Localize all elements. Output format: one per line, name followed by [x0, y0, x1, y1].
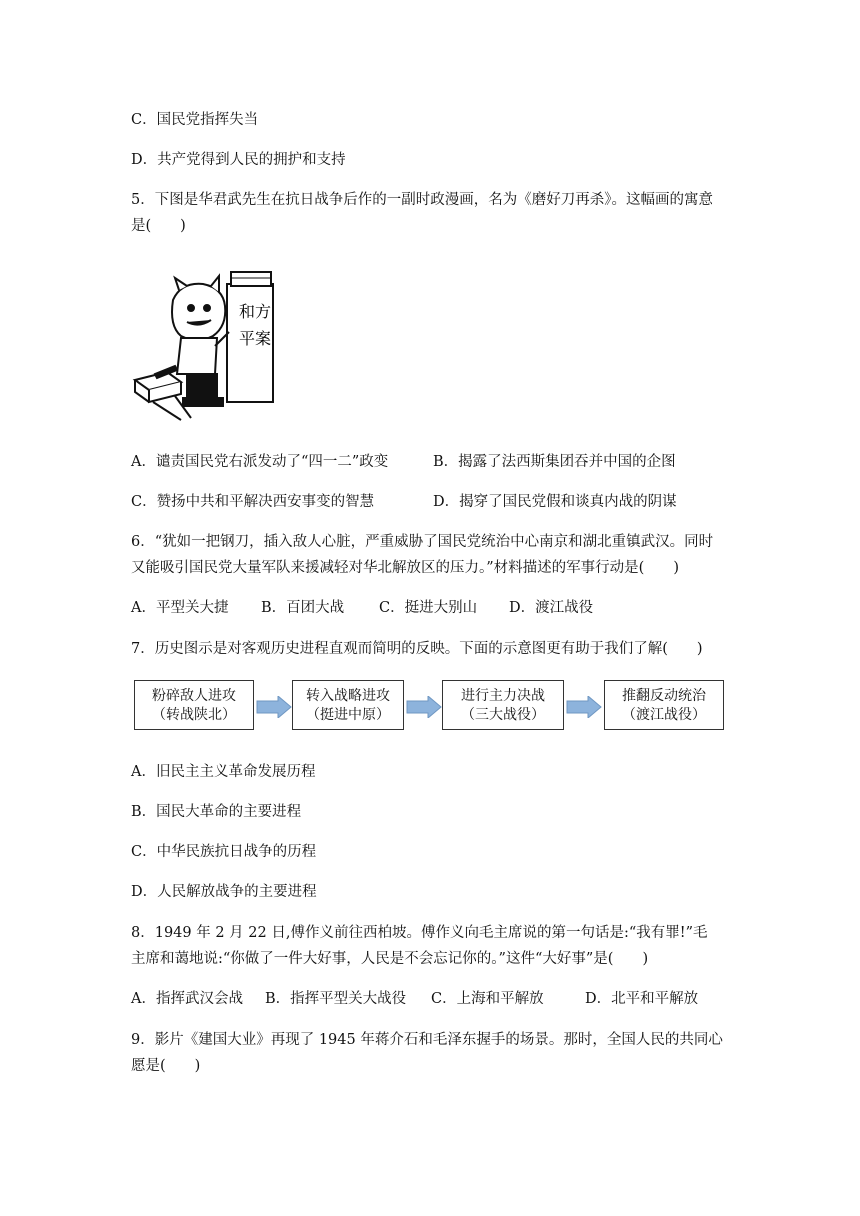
q5-option-c: C．赞扬中共和平解决西安事变的智慧: [131, 494, 375, 510]
cartoon-char-1: 和: [239, 302, 256, 321]
q5-option-a: A．谴责国民党右派发动了“四一二”政变: [131, 454, 389, 470]
q7-option-a: A．旧民主主义革命发展历程: [131, 764, 316, 780]
q8-options-row: [131, 987, 698, 1008]
q6-option-d: D．渡江战役: [509, 600, 594, 616]
q5-option-d: D．揭穿了国民党假和谈真内战的阴谋: [433, 494, 677, 510]
diagram-arrow-3: [566, 696, 602, 718]
q5-options-row1: [131, 450, 676, 471]
q7-option-b: B．国民大革命的主要进程: [131, 804, 302, 820]
q5-options-row2: [131, 490, 677, 511]
diagram-step-3: [442, 680, 564, 730]
q6-option-a: A．平型关大捷: [131, 600, 229, 616]
diagram-step-2-title: 转入战略进攻: [306, 688, 390, 704]
q8-option-a: A．指挥武汉会战: [131, 991, 243, 1007]
q8-option-c: C．上海和平解放: [431, 991, 544, 1007]
q6-option-c: C．挺进大别山: [379, 600, 478, 616]
q4-option-d: D．共产党得到人民的拥护和支持: [131, 152, 346, 168]
q4-option-c: C．国民党指挥失当: [131, 112, 259, 128]
diagram-step-1-note: （转战陕北）: [152, 707, 236, 723]
q5-stem-line2: 是( ): [131, 218, 186, 234]
q8-option-d: D．北平和平解放: [585, 991, 699, 1007]
q5-stem-line1: 5．下图是华君武先生在抗日战争后作的一副时政漫画，名为《磨好刀再杀》。这幅画的寓意: [131, 192, 713, 208]
diagram-step-4-title: 推翻反动统治: [622, 688, 706, 704]
diagram-step-3-note: （三大战役）: [461, 707, 545, 723]
q7-option-d: D．人民解放战争的主要进程: [131, 884, 317, 900]
q6-options-row: [131, 596, 593, 617]
diagram-step-3-title: 进行主力决战: [461, 688, 545, 704]
q9-stem-line2: 愿是( ): [131, 1058, 201, 1074]
diagram-step-4-note: （渡江战役）: [622, 707, 706, 723]
q8-stem-line1: 8．1949 年 2 月 22 日,傅作义前往西柏坡。傅作义向毛主席说的第一句话是:“我有罪!”毛: [131, 925, 708, 941]
q6-stem-line2: 又能吸引国民党大量军队来援减轻对华北解放区的压力。”材料描述的军事行动是( ): [131, 560, 679, 576]
diagram-arrow-2: [406, 696, 442, 718]
q7-option-c: C．中华民族抗日战争的历程: [131, 844, 317, 860]
cartoon-char-4: 案: [255, 329, 272, 348]
cartoon-char-3: 平: [239, 329, 256, 348]
q8-stem-line2: 主席和蔼地说:“你做了一件大好事，人民是不会忘记你的。”这件“大好事”是( ): [131, 951, 649, 967]
q6-stem-line1: 6．“犹如一把钢刀，插入敌人心脏，严重威胁了国民党统治中心南京和湖北重镇武汉。同时: [131, 534, 714, 550]
q7-stem: 7．历史图示是对客观历史进程直观而简明的反映。下面的示意图更有助于我们了解( ): [131, 641, 703, 657]
diagram-step-4: [604, 680, 724, 730]
q5-cartoon: [131, 262, 291, 422]
diagram-arrow-1: [256, 696, 292, 718]
q6-option-b: B．百团大战: [261, 600, 345, 616]
diagram-step-2-note: （挺进中原）: [306, 707, 390, 723]
diagram-step-2: [292, 680, 404, 730]
cartoon-char-2: 方: [255, 302, 272, 321]
q5-option-b: B．揭露了法西斯集团吞并中国的企图: [433, 454, 676, 470]
q8-option-b: B．指挥平型关大战役: [265, 991, 407, 1007]
diagram-step-1: [134, 680, 254, 730]
q9-stem-line1: 9．影片《建国大业》再现了 1945 年蒋介石和毛泽东握手的场景。那时，全国人民的共同心: [131, 1032, 723, 1048]
diagram-step-1-title: 粉碎敌人进攻: [152, 688, 236, 704]
